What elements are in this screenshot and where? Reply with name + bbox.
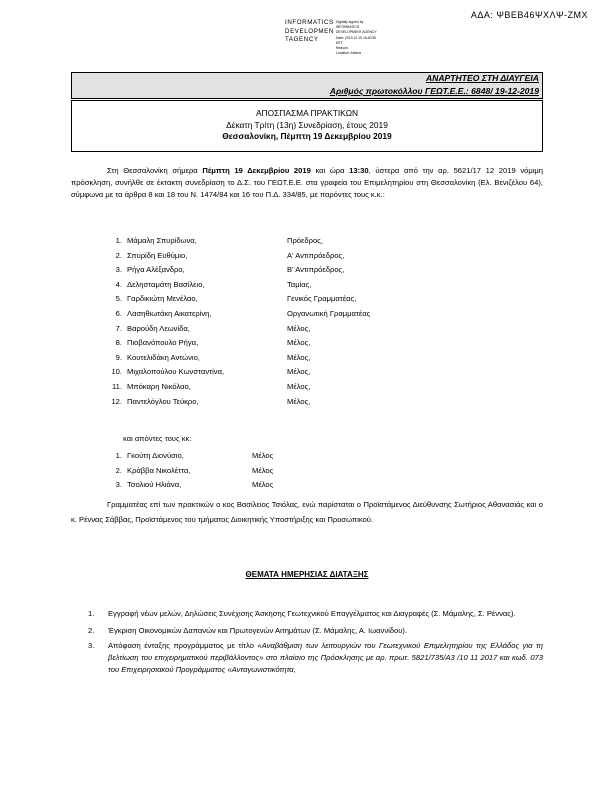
meeting-time: 13:30 [349,166,369,175]
logo-line: DEVELOPMEN [285,27,334,35]
item-number: 10. [111,367,122,377]
member-name: Μάμαλη Σπυρίδωνα, [127,236,197,245]
present-members-list [108,234,370,409]
secretary-paragraph [71,498,543,527]
session-date: Θεσσαλονίκη, Πέμπτη 19 Δεκεμβρίου 2019 [222,131,392,141]
agenda-title: ΘΕΜΑΤΑ ΗΜΕΡΗΣΙΑΣ ΔΙΑΤΑΞΗΣ [245,570,369,579]
intro-text [71,165,543,201]
logo-line: INFORMATICS [285,19,334,26]
member-name: Ρήγα Αλέξανδρο, [127,265,185,275]
item-number: 7. [115,323,122,333]
item-number: 6. [115,308,122,318]
list-item [108,263,370,278]
member-role: Μέλος, [287,323,311,333]
item-number: 12. [111,396,122,406]
member-name: Γαρδικιώτη Μενέλαο, [127,294,198,304]
meeting-date: Πέμπτη 19 Δεκεμβρίου 2019 [202,166,311,175]
member-role: Μέλος, [287,381,311,391]
member-name: Γκούτη Διονύσιο, [127,451,184,460]
list-item [108,234,370,249]
signature-line: Location: Athens [335,51,362,56]
list-item [108,464,273,479]
signature-line: DEVELOPMENT AGENCY [335,30,377,35]
list-item [108,380,370,395]
item-number: 2. [115,250,122,260]
list-item [108,336,370,351]
member-name: Μιχαλοπούλου Κωνσταντίνα, [127,367,225,377]
agenda-text-title: «Αναβάθμιση των λειτουργιών του Γεωτεχνικού Επιμελητηρίου της Ελλάδος για τη βελτίωση του επιχειρηματικού περιβάλλοντος» στο πλαίσιο της Πρόσκλησης με αρ. πρωτ. 5821/735/Α3 /10 11 2017 και κωδ. 073 του Επιχειρησιακού Προγράμματος «Ανταγωνιστικότητα, [108,641,543,674]
logo-line: TAGENCY [285,36,319,44]
member-name: Δελησταμάτη Βασίλειο, [127,279,205,289]
protocol-number: Αριθμός πρωτοκόλλου ΓΕΩΤ.Ε.Ε.: 6848/ 19-12-2019 [329,86,539,96]
member-role: Μέλος [252,465,274,475]
member-role: Μέλος [252,451,274,460]
list-item [108,292,370,307]
item-number: 5. [115,294,122,304]
agenda-text: Έγκριση Οικονομικών Δαπανών και Πρωτογενών Αιτημάτων (Σ. Μάμαλης, Α. Ιωαννίδου). [108,626,408,635]
list-item [108,478,273,493]
agenda-number: 2. [88,626,95,635]
member-role: Οργανωτική Γραμματέας [287,308,371,318]
signature-line: EET [335,40,343,45]
signature-line: Reason: [335,45,349,50]
signature-line: INFORMATICS [335,25,360,30]
item-number: 1. [115,236,122,245]
member-role: Μέλος, [287,367,311,377]
protocol-header-box [71,72,543,99]
secretary-text: Γραμματέας επί των πρακτικών ο κος Βασίλειος Τσιόλας, ενώ παρίσταται ο Προϊστάμενος Διεύθυνσης Σωτήριος Αθανασιάς και ο κ. Ρέννας Σάββας, Προϊστάμενος του τμήματος Διοικητικής Υποστήριξης και Προσωπικού. [71,500,543,524]
member-role: Γενικός Γραμματέας, [287,294,357,304]
member-name: Πιοβανόπουλο Ρήγα, [127,338,199,348]
signature-details [336,20,377,56]
list-item [108,365,370,380]
intro-part3: , ύστερα από την αρ. 5621/17 12 2019 νόμιμη πρόσκληση, συνήλθε σε έκτακτη συνεδρίαση το Δ.Σ. του ΓΕΩΤ.Ε.Ε. στα γραφεία του Επιμελητηρίου στη Θεσσαλονίκη (Ελ. Βενιζέλου 64), σύμφωνα με τα άρθρα 8 και 18 του Ν. 1474/84 και 16 του Π.Δ. 334/85, με παρόντες τους κ.κ.: [71,166,543,199]
item-number: 9. [115,352,122,362]
session-title: Δέκατη Τρίτη (13η) Συνεδρίαση, έτους 2019 [226,119,388,130]
member-name: Λασηθιωτάκη Αικατερίνη, [127,308,212,318]
publish-notice: ΑΝΑΡΤΗΤΕΟ ΣΤΗ ΔΙΑΥΓΕΙΑ [425,73,539,83]
minutes-title-box [71,100,543,152]
ada-code: ΑΔΑ: ΨΒΕΒ46ΨΧΛΨ-ΖΜΧ [470,10,588,20]
agenda-text [108,640,543,676]
list-item [108,249,370,264]
item-number: 2. [115,465,122,475]
list-item [108,307,370,322]
member-name: Κουτελιδάκη Αντώνιο, [127,352,200,362]
agenda-number: 3. [88,641,95,650]
member-name: Βαρούδη Λεωνίδα, [127,323,190,333]
agenda-text-lead: Απόφαση ένταξης προγράμματος με τίτλο [108,641,258,650]
absent-members-list [108,449,273,493]
member-name: Σπυρίδη Ευθύμιο, [127,250,188,260]
member-role: Πρόεδρος, [287,236,323,245]
list-item [108,351,370,366]
member-role: Μέλος [252,480,274,490]
member-role: Μέλος, [287,338,311,348]
logo-wordmark [285,19,334,56]
member-name: Κράββα Νικολέττα, [127,465,191,475]
member-name: Παντελόγλου Τεύκρο, [127,396,199,406]
agenda-item [88,625,543,637]
agenda-text: Εγγραφή νέων μελών, Δηλώσεις Συνέχισης Άσκησης Γεωτεχνικού Επαγγέλματος και Διαγραφές (Σ. Μάμαλης, Σ. Ρέννας). [108,609,516,618]
list-item [108,322,370,337]
member-role: Α' Αντιπρόεδρος, [287,250,345,260]
member-name: Μπόκαρη Νικόλαο, [127,381,191,391]
list-item [108,278,370,293]
item-number: 1. [115,451,122,460]
intro-paragraph [71,165,543,201]
item-number: 8. [115,338,122,348]
item-number: 4. [115,279,122,289]
signature-line: Digitally signed by [335,20,364,24]
member-role: Β' Αντιπρόεδρος, [287,265,345,275]
item-number: 3. [115,265,122,275]
agenda-number: 1. [88,609,95,618]
intro-part2: και ώρα [310,166,350,175]
digital-signature-logo [285,19,377,56]
member-role: Μέλος, [287,352,311,362]
signature-line: Date: 2019.12.19 16:40:50 [335,35,377,40]
item-number: 11. [112,381,122,391]
agenda-list [88,608,543,681]
member-role: Μέλος, [287,396,311,406]
agenda-item [88,640,543,676]
item-number: 3. [115,480,122,490]
agenda-item [88,608,543,620]
absent-label: και απόντες τους κκ: [123,434,192,443]
list-item [108,449,273,464]
member-role: Ταμίας, [287,279,312,289]
list-item [108,395,370,410]
document-title: ΑΠΟΣΠΑΣΜΑ ΠΡΑΚΤΙΚΩΝ [255,108,359,118]
member-name: Τσολιού Ηλιάνα, [127,480,182,490]
intro-part1: Στη Θεσσαλονίκη σήμερα [107,166,203,175]
